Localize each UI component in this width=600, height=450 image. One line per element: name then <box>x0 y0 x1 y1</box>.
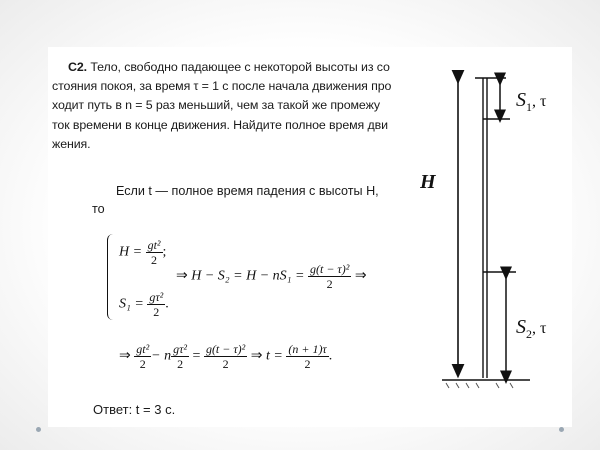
fraction: $\frac{\text{g(t − τ)²}}{2}$ <box>205 342 246 371</box>
equation-h: H = $\frac{\text{gt²}}{2}$ ; <box>119 238 167 267</box>
fraction: $\frac{\text{g(t − τ)²}}{2}$ <box>309 262 350 291</box>
fraction: $\frac{\text{gt²}}{2}$ <box>136 342 150 371</box>
problem-line-1: С2. Тело, свободно падающее с некоторой высоты из со <box>68 60 390 74</box>
falling-body-diagram <box>420 60 570 400</box>
fraction: $\frac{\text{gτ²}}{2}$ <box>149 290 164 319</box>
fraction: $\frac{\text{gτ²}}{2}$ <box>173 342 188 371</box>
fraction: $\frac{(n + 1)\tau}{2}$ <box>288 342 327 371</box>
problem-line-4: ток времени в конце движения. Найдите полное время дви <box>52 117 388 132</box>
implication-chain: ⇒ H − S₂ = H − nS₁ = $\frac{\text{g(t − τ)²}}{2}$ ⇒ <box>176 262 367 291</box>
problem-statement <box>52 58 422 176</box>
label-h: H <box>420 171 436 193</box>
problem-line-3: ходит путь в n = 5 раз меньший, чем за такой же промежу <box>52 98 381 113</box>
answer: Ответ: t = 3 с. <box>93 402 176 417</box>
problem-line-5: жения. <box>52 136 91 151</box>
problem-line-2: стояния покоя, за время τ = 1 с после начала движения про <box>52 79 392 94</box>
fraction: $\frac{\text{gt²}}{2}$ <box>147 238 161 267</box>
ground-hatching <box>446 383 513 388</box>
label-s2: $S_2^{, \tau}$ <box>516 316 547 341</box>
equation-row-2: ⇒ $\frac{\text{gt²}}{2}$ − n $\frac{\text{gτ²}}{2}$ = $\frac{\text{g(t − τ)²}}{2}$ ⇒ t = $\frac{(n + 1)\tau}{2}$ . <box>119 342 333 371</box>
solution-intro <box>92 182 417 218</box>
label-s1: $S_1^{, \tau}$ <box>516 89 547 114</box>
decor-dot <box>559 427 564 432</box>
solution-intro-line-1: Если t — полное время падения с высоты H, <box>116 184 379 198</box>
solution-intro-line-2: то <box>92 202 105 216</box>
equation-s1: S₁ = $\frac{\text{gτ²}}{2}$ . <box>119 290 169 319</box>
decor-dot <box>36 427 41 432</box>
problem-tag: С2. <box>68 60 87 74</box>
system-brace <box>107 234 116 320</box>
